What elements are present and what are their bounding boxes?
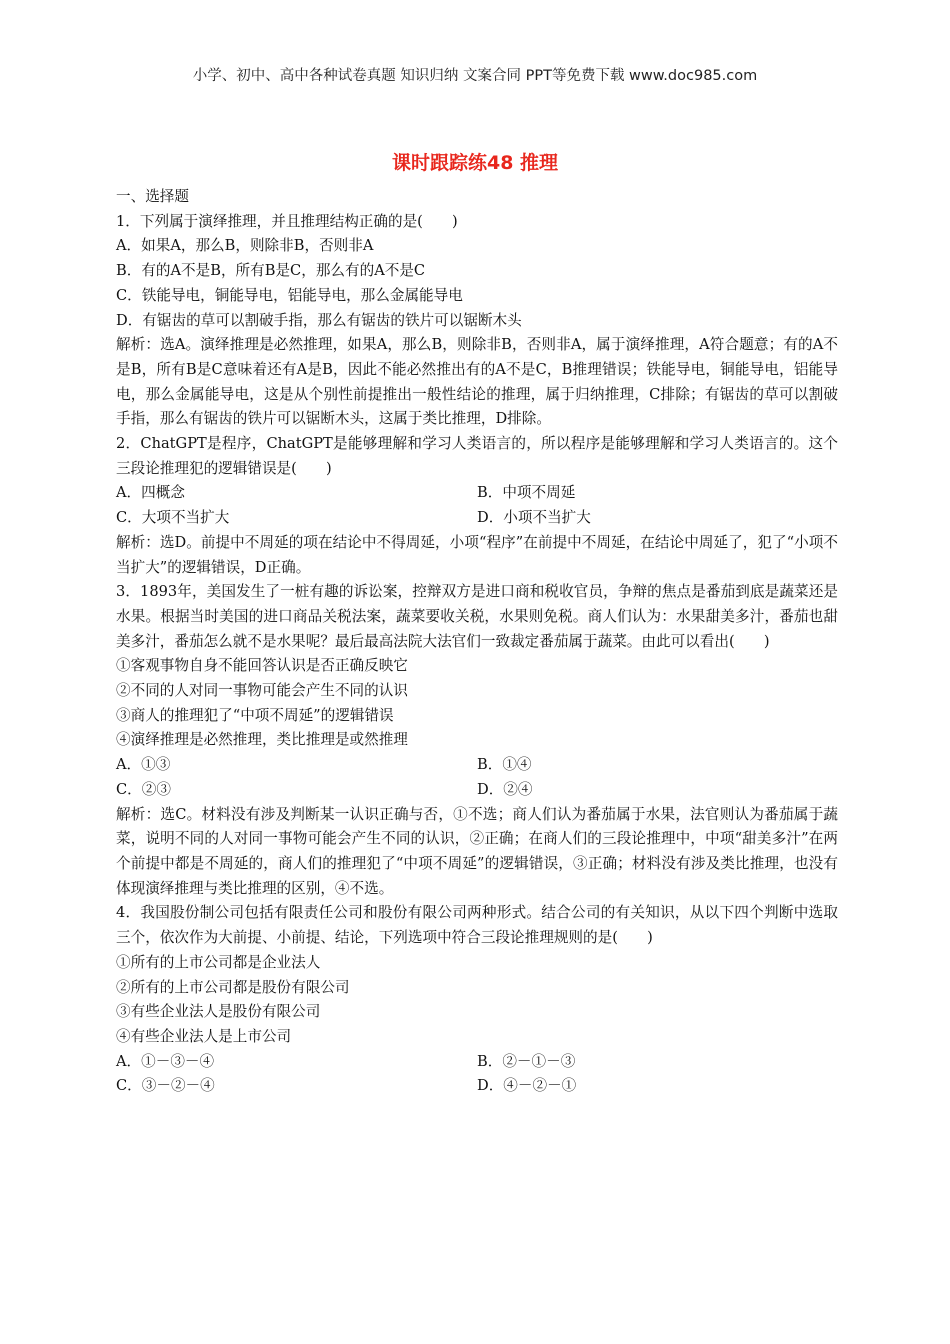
- option-b: B．有的A不是B，所有B是C，那么有的A不是C: [116, 262, 426, 280]
- section-heading: 一、选择题: [116, 188, 189, 205]
- statement-item: ③商人的推理犯了“中项不周延”的逻辑错误: [116, 706, 394, 724]
- option-b: B．①④: [477, 756, 532, 774]
- page-header: 小学、初中、高中各种试卷真题 知识归纳 文案合同 PPT等免费下载 www.doc985.com: [192, 68, 758, 84]
- page-title: 课时跟踪练48 推理: [391, 152, 559, 174]
- option-row: [116, 753, 838, 778]
- question-stem: 3．1893年，美国发生了一桩有趣的诉讼案，控辩双方是进口商和税收官员，争辩的焦点是番茄到底是蔬菜还是水果。根据当时美国的进口商品关税法案，蔬菜要收关税，水果则免税。商人们认为：水果甜美多汁，番茄也甜美多汁，番茄怎么就不是水果呢？最后最高法院大法官们一致裁定番茄属于蔬菜。由此可以看出( ): [116, 583, 838, 650]
- statement-item: ①所有的上市公司都是企业法人: [116, 953, 321, 971]
- option-d: D．有锯齿的草可以割破手指，那么有锯齿的铁片可以锯断木头: [116, 311, 522, 329]
- option-d: D．④－②－①: [477, 1077, 577, 1095]
- option-a: A．①③: [116, 756, 171, 774]
- statement-item: ①客观事物自身不能回答认识是否正确反映它: [116, 657, 408, 675]
- option-row: [116, 506, 838, 531]
- option-a: A．四概念: [116, 484, 185, 502]
- analysis: 解析：选C。材料没有涉及判断某一认识正确与否，①不选；商人们认为番茄属于水果，法官则认为番茄属于蔬菜，说明不同的人对同一事物可能会产生不同的认识，②正确；在商人们的三段论推理中，中项“甜美多汁”在两个前提中都是不周延的，商人们的推理犯了“中项不周延”的逻辑错误，③正确；材料没有涉及类比推理，也没有体现演绎推理与类比推理的区别，④不选。: [116, 805, 838, 897]
- question-stem: 4．我国股份制公司包括有限责任公司和股份有限公司两种形式。结合公司的有关知识，从以下四个判断中选取三个，依次作为大前提、小前提、结论，下列选项中符合三段论推理规则的是( ): [116, 904, 838, 947]
- option-row: [116, 778, 838, 803]
- option-d: D．小项不当扩大: [477, 509, 591, 527]
- statement-item: ②所有的上市公司都是股份有限公司: [116, 978, 350, 996]
- option-b: B．中项不周延: [477, 484, 576, 502]
- option-a: A．①－③－④: [116, 1052, 215, 1070]
- question-stem: 2．ChatGPT是程序，ChatGPT是能够理解和学习人类语言的，所以程序是能够理解和学习人类语言的。这个三段论推理犯的逻辑错误是( ): [116, 435, 838, 477]
- question-3: [116, 580, 838, 901]
- question-4: [116, 901, 838, 1099]
- statement-item: ②不同的人对同一事物可能会产生不同的认识: [116, 682, 408, 700]
- option-c: C．大项不当扩大: [116, 509, 230, 527]
- option-row: [116, 1050, 838, 1075]
- statement-item: ④有些企业法人是上市公司: [116, 1027, 292, 1045]
- document-body: [116, 185, 838, 1099]
- option-b: B．②－①－③: [477, 1052, 576, 1070]
- option-c: C．③－②－④: [116, 1077, 215, 1095]
- question-stem: 1．下列属于演绎推理，并且推理结构正确的是( ): [116, 212, 458, 230]
- option-d: D．②④: [477, 780, 533, 798]
- question-1: [116, 210, 838, 432]
- analysis: 解析：选A。演绎推理是必然推理，如果A，那么B，则除非B，否则非A，属于演绎推理，A符合题意；有的A不是B，所有B是C意味着还有A是B，因此不能必然推出有的A不是C，B推理错误；铁能导电，铜能导电，铝能导电，那么金属能导电，这是从个别性前提推出一般性结论的推理，属于归纳推理，C排除；有锯齿的草可以割破手指，那么有锯齿的铁片可以锯断木头，这属于类比推理，D排除。: [116, 336, 838, 428]
- option-c: C．铁能导电，铜能导电，铝能导电，那么金属能导电: [116, 286, 463, 304]
- option-c: C．②③: [116, 780, 171, 798]
- option-row: [116, 481, 838, 506]
- question-2: [116, 432, 838, 580]
- statement-item: ③有些企业法人是股份有限公司: [116, 1003, 321, 1021]
- statement-item: ④演绎推理是必然推理，类比推理是或然推理: [116, 731, 408, 749]
- analysis: 解析：选D。前提中不周延的项在结论中不得周延，小项“程序”在前提中不周延，在结论中周延了，犯了“小项不当扩大”的逻辑错误，D正确。: [116, 533, 838, 576]
- option-a: A．如果A，那么B，则除非B，否则非A: [116, 237, 374, 255]
- option-row: [116, 1074, 838, 1099]
